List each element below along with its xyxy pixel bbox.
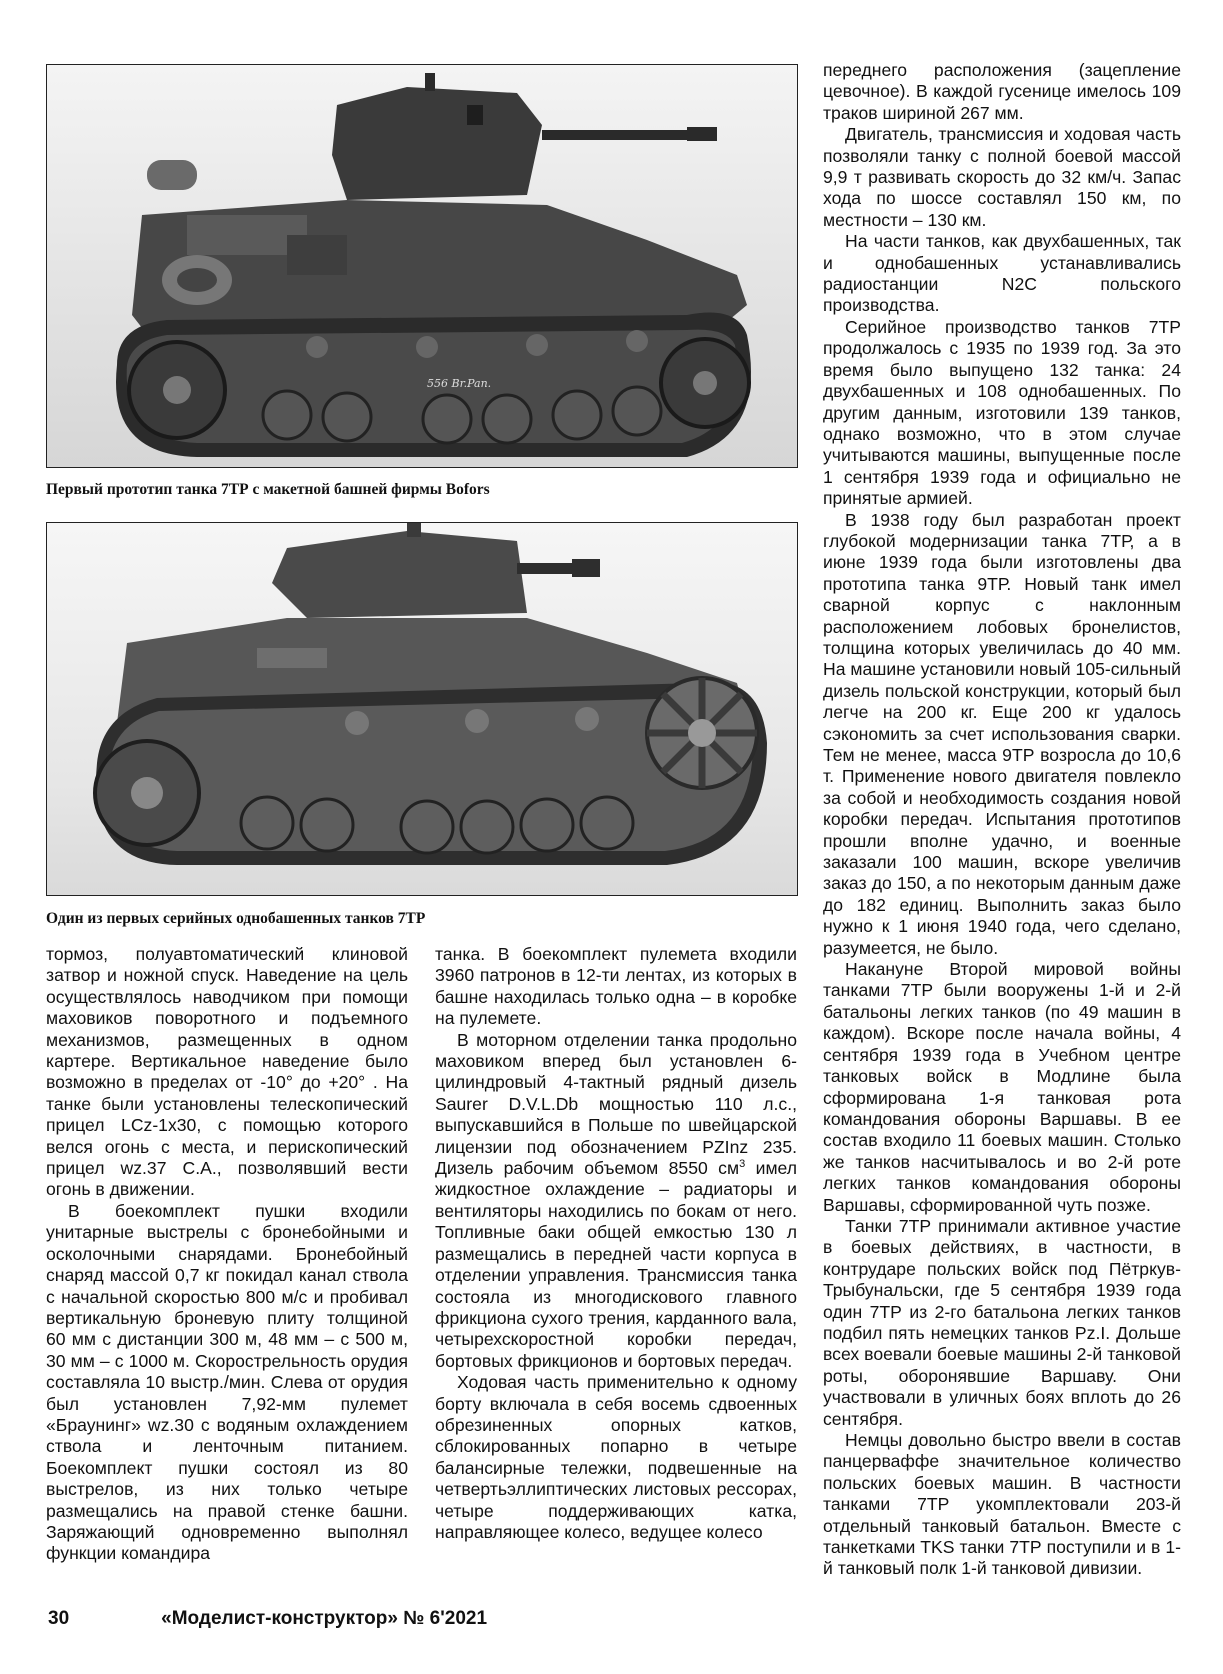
page-footer <box>48 1608 487 1630</box>
paragraph: тормоз, полуавтоматический клиновой затвор и ножной спуск. Наведение на цель осуществлялось наводчиком при помощи маховиков поворотного и подъемного механизмов, размещенных в одном картере. Вертикальное наведение было возможно в пределах от -10° до +20° . На танке были установлены телескопический прицел LCz-1х30, с помощью которого велся огонь с места, и перископический прицел wz.37 C.A., позволявший вести огонь в движении. <box>46 944 408 1200</box>
magazine-title: «Моделист-конструктор» № 6'2021 <box>161 1608 488 1629</box>
paragraph: танка. В боекомплект пулемета входили 3960 патронов в 12-ти лентах, из которых в башне находилась только одна – в коробке на пулемете. <box>435 944 797 1029</box>
paragraph: На части танков, как двухбашенных, так и однобашенных устанавливались радиостанции N2C польского производства. <box>823 231 1181 316</box>
paragraph: В боекомплект пушки входили унитарные выстрелы с бронебойными и осколочными снарядами. Бронебойный снаряд массой 0,7 кг покидал канал ствола с начальной скоростью 800 м/с и пробивал вертикальную броневую плиту толщиной 60 мм с дистанции 300 м, 48 мм – с 500 м, 30 мм – с 1000 м. Скорострельность орудия составляла 10 выстр./мин. Слева от орудия был установлен 7,92-мм пулемет «Браунинг» wz.30 с водяным охлаждением ствола и ленточным питанием. Боекомплект пушки состоял из 80 выстрелов, из них только четыре размещались на правой стенке башни. Заряжающий одновременно выполнял функции командира <box>46 1200 408 1564</box>
photo-hull-marking: 556 Br.Pan. <box>427 377 492 390</box>
left-column-text <box>46 944 408 1565</box>
photo-prototype-tank <box>46 64 798 468</box>
prototype-tank-image <box>47 65 797 467</box>
paragraph-part: имел жидкостное охлаждение – радиаторы и вентиляторы находились по бокам от него. Топливные баки общей емкостью 130 л размещались в передней части корпуса в отделении управления. Трансмиссия танка состояла из многодискового главного фрикциона сухого трения, карданного вала, четырехскоростной коробки передач, бортовых фрикционов и бортовых передач. <box>435 1158 797 1371</box>
page-number: 30 <box>48 1608 70 1629</box>
middle-column-text <box>435 944 797 1543</box>
paragraph: Танки 7ТР принимали активное участие в боевых действиях, в частности, в контрударе польских войск под Пётркув-Трыбунальски, где 5 сентября 1939 года один 7ТР из 2-го батальона легких танков подбил пять немецких танков Pz.I. Дольше всех воевали боевые машины 2-й танковой роты, оборонявшие Варшаву. Они участвовали в уличных боях вплоть до 26 сентября. <box>823 1215 1181 1429</box>
paragraph: Немцы довольно быстро ввели в состав панцерваффе значительное количество польских боевых машин. В частности танками 7ТР укомплектовали 203-й отдельный танковый батальон. Вместе с танкетками TKS танки 7ТР поступили и в 1-й танковый полк 1-й танковой дивизии. <box>823 1430 1181 1579</box>
right-column-text <box>823 60 1181 1580</box>
figure-caption-1: Первый прототип танка 7ТР с макетной башней фирмы Bofors <box>46 481 490 498</box>
paragraph: Серийное производство танков 7ТР продолжалось с 1935 по 1939 год. За это время было выпущено 132 танка: 24 двухбашенных и 108 однобашенных. По другим данным, изготовили 139 танков, однако возможно, что в этом случае учитываются машины, выпущенные после 1 сентября 1939 года и официально не принятые армией. <box>823 316 1181 509</box>
paragraph: Ходовая часть применительно к одному борту включала в себя восемь сдвоенных обрезиненных опорных катков, сблокированных попарно в четыре балансирные тележки, подвешенные на четвертьэллиптических листовых рессорах, четыре поддерживающих катка, направляющее колесо, ведущее колесо <box>435 1372 797 1542</box>
superscript: 3 <box>739 1158 746 1171</box>
paragraph: переднего расположения (зацепление цевочное). В каждой гусенице имелось 109 траков шириной 267 мм. <box>823 60 1181 123</box>
paragraph: Накануне Второй мировой войны танками 7ТР были вооружены 1-й и 2-й батальоны легких танков (по 49 машин в каждом). Вскоре после начала войны, 4 сентября 1939 года в Учебном центре танковых войск в Модлине была сформирована 1-я танковая рота командования обороны Варшавы. В ее состав входило 11 боевых машин. Столько же танков насчитывалось и во 2-й роте легких танков командования обороны Варшавы, сформированной чуть позже. <box>823 959 1181 1215</box>
paragraph: Двигатель, трансмиссия и ходовая часть позволяли танку с полной боевой массой 9,9 т развивать скорость до 32 км/ч. Запас хода по шоссе составлял 150 км, по местности – 130 км. <box>823 124 1181 230</box>
paragraph-part: В моторном отделении танка продольно маховиком вперед был установлен 6-цилиндровый 4-тактный рядный дизель Saurer D.V.L.Db мощностью 110 л.с., выпускавшийся в Польше по швейцарской лицензии под обозначением PZInz 235. Дизель рабочим объемом 8550 см <box>435 1029 797 1179</box>
photo-serial-tank <box>46 522 798 896</box>
serial-tank-image <box>47 523 797 895</box>
figure-caption-2: Один из первых серийных однобашенных танков 7ТР <box>46 910 426 927</box>
paragraph <box>435 1030 797 1373</box>
paragraph: В 1938 году был разработан проект глубокой модернизации танка 7ТР, а в июне 1939 года были изготовлены два прототипа танка 9ТР. Новый танк имел сварной корпус с наклонным расположением лобовых бронелистов, толщина которых увеличилась до 40 мм. На машине установили новый 105-сильный дизель польской конструкции, который был легче на 200 кг. Еще 200 кг удалось сэкономить за счет использования сварки. Тем не менее, масса 9ТР возросла до 10,6 т. Применение нового двигателя повлекло за собой и необходимость создания новой коробки передач. Испытания прототипов прошли вполне удачно, и военные заказали 100 машин, вскоре увеличив заказ до 150, а по некоторым данным даже до 182 единиц. Выполнить заказ было нужно к 1 июня 1940 года, чего сделано, разумеется, не было. <box>823 509 1181 958</box>
